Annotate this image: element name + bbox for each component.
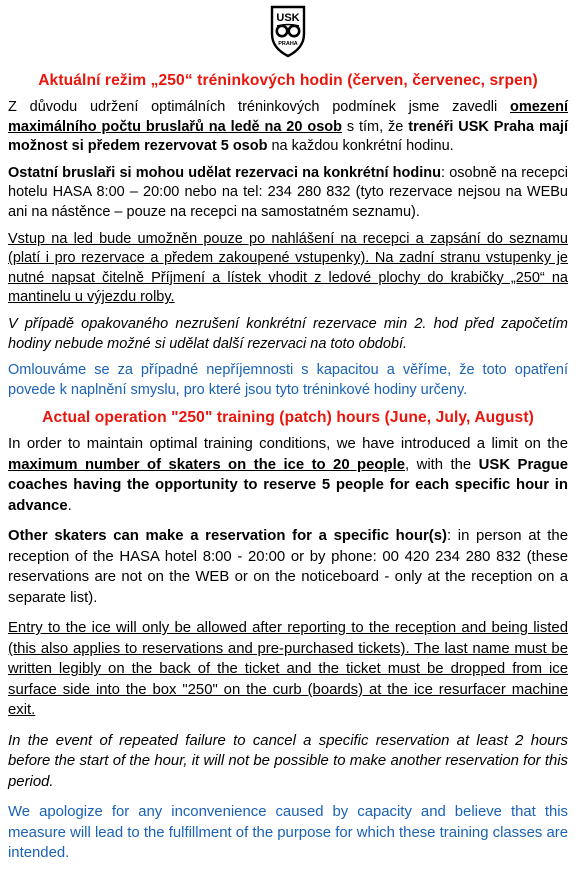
text-bold: Other skaters can make a reservation for a specific hour(s) [8, 528, 447, 545]
english-paragraph-reservation [8, 526, 568, 608]
text-bold: USK Prague coaches having the opportunity to reserve 5 people for each specific hour in advance [8, 456, 568, 514]
text: In order to maintain optimal training conditions, we have introduced a limit on the [8, 436, 568, 453]
czech-paragraph-cancellation: V případě opakovaného nezrušení konkrétní rezervace min 2. hod před započetím hodiny nebude možné si udělat další rezervaci na toto období. [8, 315, 568, 352]
czech-heading: Aktuální režim „250“ tréninkových hodin (červen, červenec, srpen) [38, 72, 538, 89]
text-bold: Ostatní bruslaři si mohou udělat rezervaci na konkrétní hodinu [8, 164, 441, 181]
text-bold: trenéři USK Praha mají možnost si předem rezervovat 5 osob [8, 118, 568, 155]
text: Z důvodu udržení optimálních tréninkových podmínek jsme zavedli [8, 99, 510, 115]
text: : in person at the reception of the HASA hotel 8:00 - 20:00 or by phone: 00 420 234 280 832 (these reservations are not on the WEB or on the noticeboard - only at the reception on a separate list). [8, 528, 568, 606]
text: , with the [405, 456, 479, 473]
czech-paragraph-limit [8, 98, 568, 157]
text: s tím, že [341, 118, 409, 135]
text-bold-underlined: omezení maximálního počtu bruslařů na ledě na 20 osob [8, 99, 568, 135]
club-logo [8, 0, 568, 64]
english-paragraph-apology: We apologize for any inconvenience caused by capacity and believe that this measure will lead to the fulfillment of the purpose for which these training classes are intended. [8, 804, 568, 862]
usk-praha-shield-logo [268, 4, 308, 58]
english-paragraph-limit [8, 434, 568, 516]
logo-text-bottom: PRAHA [278, 41, 298, 47]
text: na každou konkrétní hodinu. [267, 138, 454, 155]
text: : osobně na recepci hotelu HASA 8:00 – 20:00 nebo na tel: 234 280 832 (tyto rezervace nejsou na WEBu ani na nástěnce – pouze na recepci na samostatném seznamu). [8, 164, 568, 220]
english-heading: Actual operation "250" training (patch) hours (June, July, August) [42, 409, 534, 427]
text-bold-underlined: maximum number of skaters on the ice to 20 people [8, 456, 406, 473]
text: . [67, 497, 72, 514]
czech-paragraph-apology: Omlouváme se za případné nepříjemnosti s kapacitou a věříme, že toto opatření povede k naplnění smyslu, pro které jsou tyto tréninkové hodiny určeny. [8, 362, 568, 398]
english-paragraph-entry: Entry to the ice will only be allowed after reporting to the reception and being listed (this also applies to reservations and pre-purchased tickets). The last name must be written legibly on the back of the ticket and the ticket must be dropped from ice surface side into the box "250" on the curb (boards) at the ice resurfacer machine exit. [8, 620, 568, 719]
english-paragraph-cancellation: In the event of repeated failure to cancel a specific reservation at least 2 hours before the start of the hour, it will not be possible to make another reservation for this period. [8, 732, 568, 790]
czech-paragraph-entry: Vstup na led bude umožněn pouze po nahlášení na recepci a zapsání do seznamu (platí i pro rezervace a předem zakoupené vstupenky). Na zadní stranu vstupenky je nutné napsat čitelně Příjmení a lístek vhodit z ledové plochy do krabičky „250“ na mantinelu u výjezdu rolby. [8, 230, 568, 306]
czech-paragraph-reservation [8, 164, 568, 223]
logo-text-top: USK [276, 12, 300, 24]
